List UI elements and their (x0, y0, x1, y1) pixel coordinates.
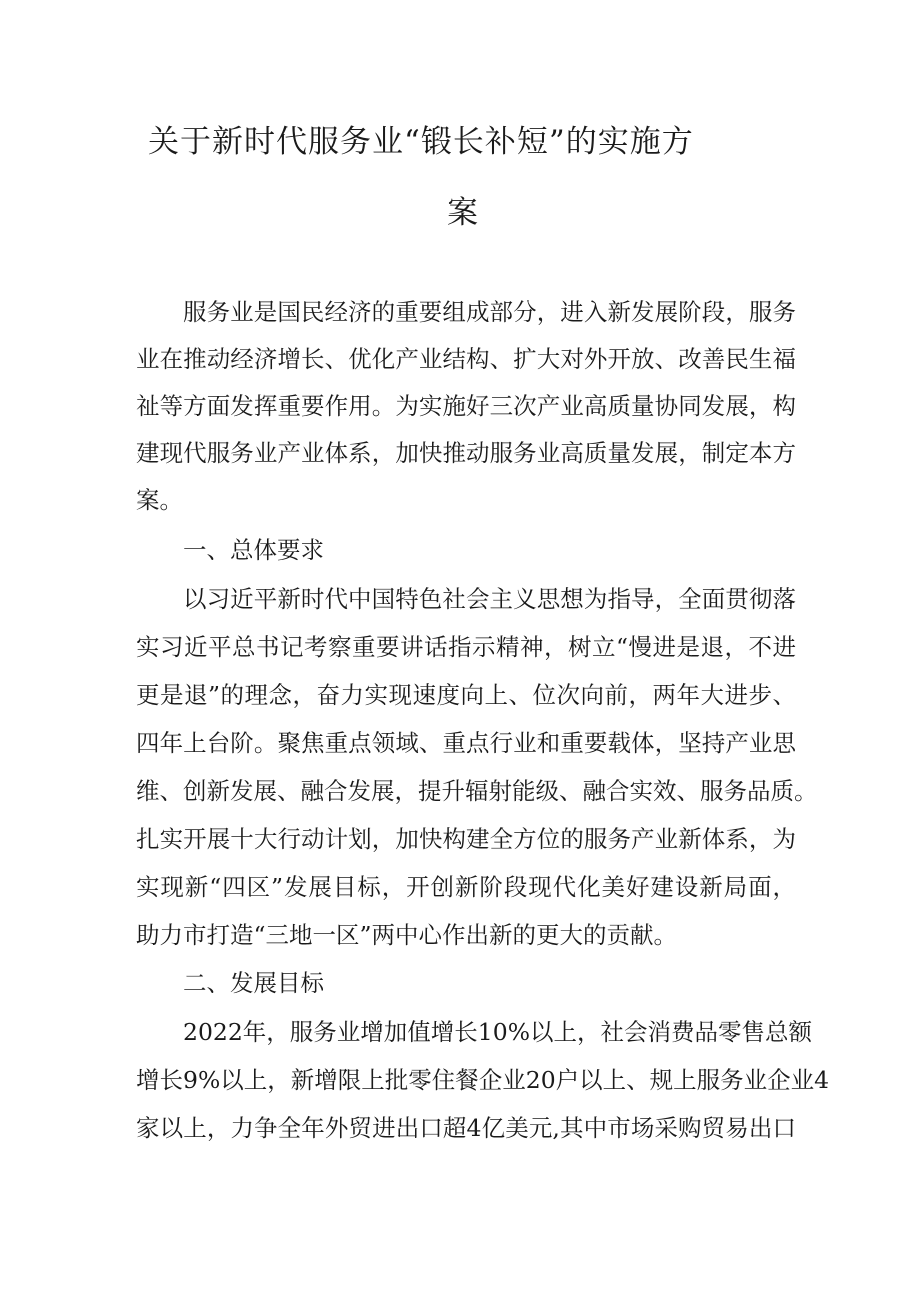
section-1-line-8: 助力市打造“三地一区”两中心作出新的更大的贡献。 (136, 921, 678, 949)
intro-line-5: 案。 (136, 486, 183, 514)
section-2-line-1: 2022年，服务业增加值增长10%以上，社会消费品零售总额 (183, 1018, 813, 1046)
section-2-line-3: 家以上，力争全年外贸进出口超4亿美元,其中市场采购贸易出口 (136, 1114, 796, 1142)
intro-line-3: 祉等方面发挥重要作用。为实施好三次产业高质量协同发展，构 (136, 392, 796, 420)
intro-line-1: 服务业是国民经济的重要组成部分，进入新发展阶段，服务 (183, 298, 796, 326)
section-1-line-6: 扎实开展十大行动计划，加快构建全方位的服务产业新体系，为 (136, 825, 796, 853)
intro-line-2: 业在推动经济增长、优化产业结构、扩大对外开放、改善民生福 (136, 345, 796, 373)
section-1-line-4: 四年上台阶。聚焦重点领域、重点行业和重要载体，坚持产业思 (136, 729, 796, 757)
section-2-heading: 二、发展目标 (183, 969, 324, 997)
document-title-line-2: 案 (447, 195, 479, 231)
section-1-line-2: 实习近平总书记考察重要讲话指示精神，树立“慢进是退，不进 (136, 633, 796, 661)
section-1-line-7: 实现新“四区”发展目标，开创新阶段现代化美好建设新局面， (136, 873, 796, 901)
section-1-line-3: 更是退”的理念，奋力实现速度向上、位次向前，两年大进步、 (136, 681, 796, 709)
section-1-line-1: 以习近平新时代中国特色社会主义思想为指导，全面贯彻落 (183, 585, 796, 613)
intro-line-4: 建现代服务业产业体系，加快推动服务业高质量发展，制定本方 (136, 439, 796, 467)
section-2-line-2: 增长9%以上，新增限上批零住餐企业20户以上、规上服务业企业4 (136, 1066, 830, 1094)
section-1-line-5: 维、创新发展、融合发展，提升辐射能级、融合实效、服务品质。 (136, 777, 818, 805)
document-title-line-1: 关于新时代服务业“锻长补短”的实施方 (148, 124, 694, 160)
section-1-heading: 一、总体要求 (183, 536, 324, 564)
